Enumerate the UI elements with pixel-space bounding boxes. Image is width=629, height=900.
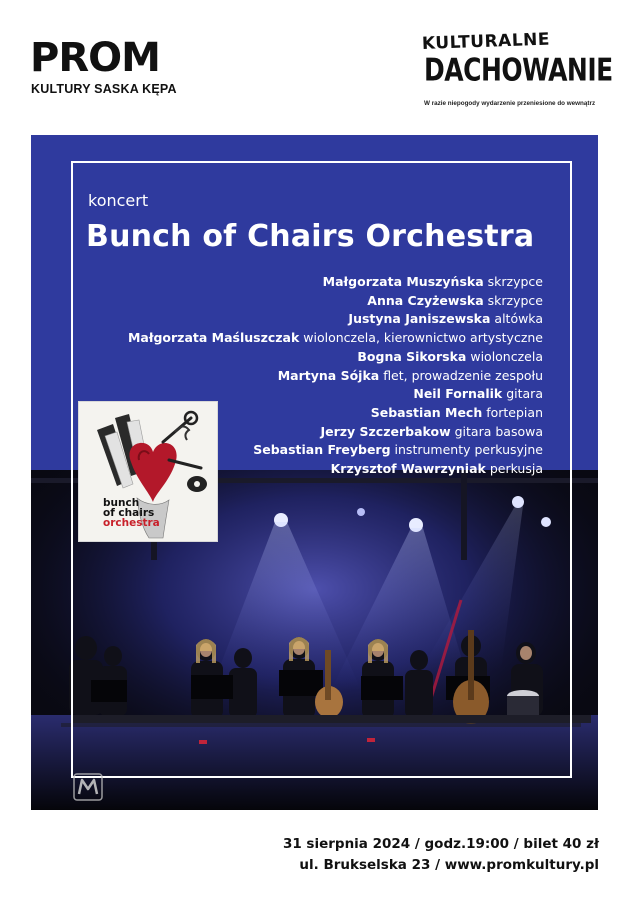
lineup-row xyxy=(128,367,543,386)
series-logo-line2: DACHOWANIE xyxy=(424,51,613,88)
performer-role: gitara xyxy=(506,386,543,402)
performer-name: Anna Czyżewska xyxy=(367,292,484,308)
album-cover-text xyxy=(103,498,160,528)
performer-name: Bogna Sikorska xyxy=(357,348,467,364)
album-text-line3: orchestra xyxy=(103,517,160,529)
performer-name: Justyna Janiszewska xyxy=(348,311,491,327)
series-logo xyxy=(421,29,613,88)
photo-watermark-icon xyxy=(73,773,103,806)
performer-role: wiolonczela, kierownictwo artystyczne xyxy=(303,330,543,346)
event-details xyxy=(283,834,599,876)
prom-logo: PROM xyxy=(30,35,160,81)
performer-name: Sebastian Freyberg xyxy=(253,442,391,458)
date-time-price: 31 sierpnia 2024 / godz.19:00 / bilet 40 zł xyxy=(282,836,599,852)
event-title: Bunch of Chairs Orchestra xyxy=(86,219,535,254)
performer-name: Krzysztof Wawrzyniak xyxy=(330,461,486,477)
series-logo-line1: KULTURALNE xyxy=(421,29,551,54)
performer-name: Sebastian Mech xyxy=(370,404,483,420)
performer-name: Małgorzata Muszyńska xyxy=(322,274,484,289)
performer-role: perkusja xyxy=(489,461,543,477)
performer-role: skrzypce xyxy=(487,274,543,289)
performer-name: Małgorzata Maśluszczak xyxy=(127,330,300,346)
performer-role: gitara basowa xyxy=(454,423,543,439)
lineup-row xyxy=(128,273,543,292)
event-type-label: koncert xyxy=(88,191,149,210)
lineup-row xyxy=(128,329,543,348)
performer-name: Martyna Sójka xyxy=(277,367,380,383)
performer-role: wiolonczela xyxy=(470,348,543,364)
performer-role: skrzypce xyxy=(487,292,543,308)
performer-role: flet, prowadzenie zespołu xyxy=(383,367,543,383)
album-cover xyxy=(78,401,218,542)
weather-note: W razie niepogody wydarzenie przeniesione do wewnątrz xyxy=(424,100,596,107)
performer-name: Neil Fornalik xyxy=(413,386,503,402)
performer-role: altówka xyxy=(494,311,543,327)
performer-role: instrumenty perkusyjne xyxy=(394,442,543,458)
lineup-row xyxy=(128,348,543,367)
address-website: ul. Brukselska 23 / www.promkultury.pl xyxy=(299,857,599,873)
venue-subtitle: KULTURY SASKA KĘPA xyxy=(31,82,177,96)
lineup-row xyxy=(128,292,543,311)
album-text-line2: of chairs xyxy=(103,507,155,519)
lineup-row xyxy=(128,310,543,329)
performer-name: Jerzy Szczerbakow xyxy=(320,423,451,439)
performer-role: fortepian xyxy=(486,404,543,420)
album-text-line1: bunch xyxy=(103,497,140,509)
